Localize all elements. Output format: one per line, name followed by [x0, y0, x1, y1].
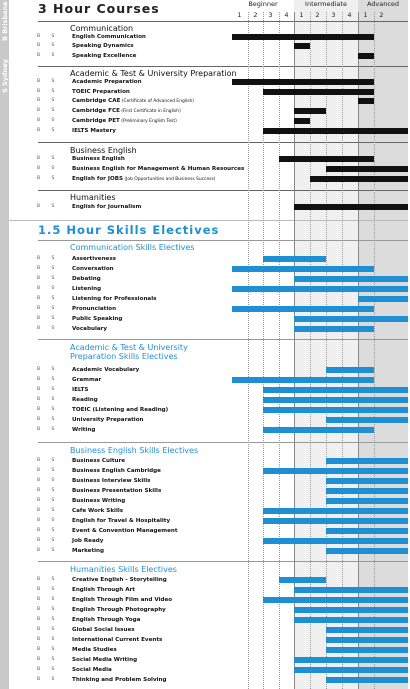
campus-availability: B S — [37, 637, 60, 642]
course-name: Business Presentation Skills — [72, 488, 162, 494]
course-name: Pronunciation — [72, 306, 117, 312]
campus-availability: B S — [37, 677, 60, 682]
separator — [38, 442, 408, 443]
course-name: English Through Yoga — [72, 617, 141, 623]
level-number: 1 — [363, 11, 368, 19]
level-range-bar — [294, 108, 326, 114]
level-range-bar — [326, 677, 408, 683]
level-range-bar — [279, 156, 374, 162]
level-range-bar — [326, 548, 408, 554]
level-range-bar — [294, 617, 408, 623]
level-range-bar — [279, 577, 326, 583]
campus-availability: B S — [37, 468, 60, 473]
level-range-bar — [358, 296, 408, 302]
course-label — [72, 406, 168, 414]
grid-line — [263, 12, 264, 689]
campus-availability: B S — [37, 316, 60, 321]
campus-availability: B S — [37, 407, 60, 412]
course-label — [72, 616, 140, 624]
course-label — [72, 285, 101, 293]
level-range-bar — [326, 458, 408, 464]
course-name: International Current Events — [72, 637, 163, 643]
course-name: Event & Convention Management — [72, 528, 178, 534]
campus-availability: B S — [37, 377, 60, 382]
course-label — [72, 507, 123, 515]
course-note: (Job Opportunities and Business Success) — [123, 177, 216, 182]
course-name: English Through Art — [72, 587, 135, 593]
separator — [38, 142, 408, 143]
level-range-bar — [326, 488, 408, 494]
campus-availability: B S — [37, 256, 60, 261]
campus-availability: B S — [37, 657, 60, 662]
course-name: English for Travel & Hospitality — [72, 518, 171, 524]
course-label — [72, 586, 135, 594]
level-number: 3 — [268, 11, 273, 19]
course-label — [72, 165, 244, 173]
section-bus-electives: Business English Skills Electives — [70, 446, 199, 455]
course-label — [72, 626, 135, 634]
course-name: Social Media Writing — [72, 657, 138, 663]
course-name: Business Culture — [72, 458, 126, 464]
level-range-bar — [294, 326, 374, 332]
section-business: Business English — [70, 146, 137, 155]
course-label — [72, 467, 161, 475]
level-range-bar — [326, 417, 408, 423]
course-label — [72, 42, 134, 50]
course-label — [72, 477, 150, 485]
course-label — [72, 97, 194, 106]
course-label — [72, 636, 162, 644]
course-label — [72, 366, 139, 374]
course-note: (First Certificate in English) — [119, 109, 181, 114]
campus-availability: B S — [37, 156, 60, 161]
level-range-bar — [294, 316, 408, 322]
separator — [9, 220, 408, 221]
level-range-bar — [294, 43, 310, 49]
campus-availability: B S — [37, 427, 60, 432]
level-range-bar — [294, 118, 310, 124]
course-label — [72, 315, 122, 323]
course-label — [72, 107, 181, 116]
campus-availability: B S — [37, 43, 60, 48]
level-range-bar — [232, 79, 374, 85]
course-label — [72, 203, 141, 211]
level-range-bar — [294, 607, 408, 613]
course-name: Business English Cambridge — [72, 468, 161, 474]
course-name: Business Writing — [72, 498, 126, 504]
course-label — [72, 88, 130, 96]
course-label — [72, 175, 215, 184]
campus-availability: B S — [37, 387, 60, 392]
campus-availability: B S — [37, 296, 60, 301]
course-name: Cambridge CAE — [72, 98, 121, 104]
level-range-bar — [358, 53, 374, 59]
section-hum-electives: Humanities Skills Electives — [70, 565, 177, 574]
course-name: Grammar — [72, 377, 102, 383]
level-number: 3 — [331, 11, 336, 19]
course-label — [72, 497, 125, 505]
campus-sidebar — [0, 0, 9, 689]
course-name: Business English for Management & Human Resources — [72, 166, 245, 172]
course-label — [72, 117, 177, 126]
campus-availability: B S — [37, 34, 60, 39]
level-range-bar — [326, 647, 408, 653]
level-range-bar — [326, 528, 408, 534]
level-range-bar — [310, 176, 408, 182]
level-range-bar — [326, 478, 408, 484]
course-name: Vocabulary — [72, 326, 108, 332]
level-range-bar — [294, 276, 408, 282]
campus-availability: B S — [37, 647, 60, 652]
campus-availability: B S — [37, 478, 60, 483]
level-range-bar — [232, 286, 408, 292]
separator — [38, 21, 408, 22]
campus-availability: B S — [37, 518, 60, 523]
campus-availability: B S — [37, 53, 60, 58]
campus-availability: B S — [37, 597, 60, 602]
course-label — [72, 376, 101, 384]
level-range-bar — [263, 508, 408, 514]
course-label — [72, 666, 112, 674]
course-label — [72, 305, 116, 313]
level-range-bar — [263, 427, 374, 433]
level-number: 1 — [237, 11, 242, 19]
course-label — [72, 656, 137, 664]
course-label — [72, 275, 101, 283]
course-note: (Certificate of Advanced English) — [120, 99, 194, 104]
campus-availability: B S — [37, 508, 60, 513]
level-range-bar — [294, 587, 408, 593]
campus-availability: B S — [37, 166, 60, 171]
campus-availability: B S — [37, 577, 60, 582]
level-number: 1 — [299, 11, 304, 19]
course-label — [72, 295, 156, 303]
course-label — [72, 396, 98, 404]
course-name: Listening — [72, 286, 102, 292]
level-number: 4 — [284, 11, 289, 19]
course-name: Global Social Issues — [72, 627, 135, 633]
course-name: Academic Vocabulary — [72, 367, 140, 373]
level-range-bar — [294, 204, 408, 210]
level-number: 2 — [253, 11, 258, 19]
section-academic: Academic & Test & University Preparation — [70, 69, 237, 78]
level-range-bar — [263, 256, 326, 262]
campus-availability: B S — [37, 326, 60, 331]
campus-availability: B S — [37, 204, 60, 209]
campus-availability: B S — [37, 79, 60, 84]
level-range-bar — [232, 377, 374, 383]
course-name: IELTS Mastery — [72, 128, 116, 134]
three-hour-courses-title: 3 Hour Courses — [38, 1, 160, 16]
course-label — [72, 576, 167, 584]
course-label — [72, 416, 144, 424]
campus-availability: B S — [37, 538, 60, 543]
intermediate-header: Intermediate — [305, 0, 347, 8]
section-comm-electives: Communication Skills Electives — [70, 243, 195, 252]
campus-availability: B S — [37, 98, 60, 103]
grid-line — [248, 12, 249, 689]
course-label — [72, 325, 107, 333]
course-label — [72, 127, 116, 135]
course-label — [72, 255, 116, 263]
course-name: Cambridge PET — [72, 118, 120, 124]
course-name: Academic Preparation — [72, 79, 142, 85]
level-range-bar — [232, 34, 374, 40]
course-name: English for Journalism — [72, 204, 142, 210]
course-name: Business Interview Skills — [72, 478, 151, 484]
course-name: Public Speaking — [72, 316, 123, 322]
course-label — [72, 596, 172, 604]
campus-availability: B S — [37, 286, 60, 291]
course-name: English Through Film and Video — [72, 597, 173, 603]
course-label — [72, 646, 117, 654]
campus-availability: B S — [37, 607, 60, 612]
level-number: 4 — [347, 11, 352, 19]
course-name: English Through Photography — [72, 607, 166, 613]
level-range-bar — [294, 657, 408, 663]
campus-availability: B S — [37, 176, 60, 181]
course-label — [72, 457, 125, 465]
campus-availability: B S — [37, 266, 60, 271]
course-label — [72, 386, 88, 394]
separator — [38, 339, 408, 340]
level-range-bar — [326, 627, 408, 633]
grid-line — [279, 12, 280, 689]
brisbane-label: B Brisbane — [1, 1, 9, 41]
level-range-bar — [263, 538, 408, 544]
course-name: Marketing — [72, 548, 105, 554]
course-note: (Preliminary English Test) — [119, 119, 177, 124]
level-number: 2 — [379, 11, 384, 19]
separator — [38, 66, 408, 67]
campus-availability: B S — [37, 306, 60, 311]
section-acad-electives-2: Preparation Skills Electives — [70, 352, 178, 361]
level-range-bar — [263, 468, 408, 474]
level-range-bar — [358, 98, 374, 104]
level-range-bar — [263, 518, 408, 524]
course-name: Creative English - Storytelling — [72, 577, 167, 583]
course-name: Debating — [72, 276, 101, 282]
course-name: Speaking Excellence — [72, 53, 137, 59]
advanced-header: Advanced — [366, 0, 400, 8]
level-range-bar — [263, 387, 408, 393]
campus-availability: B S — [37, 488, 60, 493]
level-range-bar — [263, 397, 408, 403]
sydney-label: S Sydney — [1, 59, 9, 93]
course-label — [72, 52, 136, 60]
course-label — [72, 606, 166, 614]
course-name: IELTS — [72, 387, 89, 393]
level-range-bar — [326, 498, 408, 504]
campus-availability: B S — [37, 108, 60, 113]
beginner-header: Beginner — [248, 0, 278, 8]
course-name: Listening for Professionals — [72, 296, 157, 302]
campus-availability: B S — [37, 397, 60, 402]
campus-availability: B S — [37, 458, 60, 463]
level-range-bar — [263, 89, 374, 95]
campus-availability: B S — [37, 587, 60, 592]
course-name: Cafe Work Skills — [72, 508, 124, 514]
campus-availability: B S — [37, 627, 60, 632]
course-label — [72, 517, 170, 525]
level-range-bar — [263, 128, 408, 134]
course-name: Thinking and Problem Solving — [72, 677, 167, 683]
course-name: English for JOBS — [72, 176, 124, 182]
course-name: Media Studies — [72, 647, 117, 653]
campus-availability: B S — [37, 528, 60, 533]
course-name: Writing — [72, 427, 96, 433]
course-name: Social Media — [72, 667, 112, 673]
course-label — [72, 33, 146, 41]
level-range-bar — [263, 407, 408, 413]
section-humanities: Humanities — [70, 193, 116, 202]
course-label — [72, 676, 167, 684]
campus-availability: B S — [37, 417, 60, 422]
course-label — [72, 487, 161, 495]
electives-title: 1.5 Hour Skills Electives — [38, 223, 220, 237]
campus-availability: B S — [37, 367, 60, 372]
campus-availability: B S — [37, 617, 60, 622]
course-name: Business English — [72, 156, 125, 162]
course-label — [72, 426, 95, 434]
separator — [38, 561, 408, 562]
separator — [38, 190, 408, 191]
course-name: University Preparation — [72, 417, 144, 423]
course-name: Reading — [72, 397, 98, 403]
level-range-bar — [326, 637, 408, 643]
course-name: TOEIC (Listening and Reading) — [72, 407, 169, 413]
course-label — [72, 527, 178, 535]
campus-availability: B S — [37, 89, 60, 94]
course-name: Speaking Dynamics — [72, 43, 134, 49]
course-name: Assertiveness — [72, 256, 117, 262]
course-name: TOEIC Preparation — [72, 89, 130, 95]
level-range-bar — [326, 367, 374, 373]
course-label — [72, 78, 142, 86]
course-name: Job Ready — [72, 538, 104, 544]
campus-availability: B S — [37, 128, 60, 133]
campus-availability: B S — [37, 667, 60, 672]
course-label — [72, 537, 103, 545]
campus-availability: B S — [37, 548, 60, 553]
campus-availability: B S — [37, 118, 60, 123]
level-range-bar — [232, 306, 374, 312]
level-range-bar — [326, 166, 408, 172]
course-label — [72, 155, 125, 163]
campus-availability: B S — [37, 498, 60, 503]
section-acad-electives-1: Academic & Test & University — [70, 343, 188, 352]
separator — [38, 240, 408, 241]
campus-availability: B S — [37, 276, 60, 281]
section-communication: Communication — [70, 24, 134, 33]
level-range-bar — [294, 667, 408, 673]
level-range-bar — [263, 597, 408, 603]
level-range-bar — [232, 266, 374, 272]
course-name: Cambridge FCE — [72, 108, 120, 114]
course-name: Conversation — [72, 266, 114, 272]
level-number: 2 — [315, 11, 320, 19]
course-label — [72, 265, 114, 273]
course-label — [72, 547, 104, 555]
course-name: English Communication — [72, 34, 146, 40]
